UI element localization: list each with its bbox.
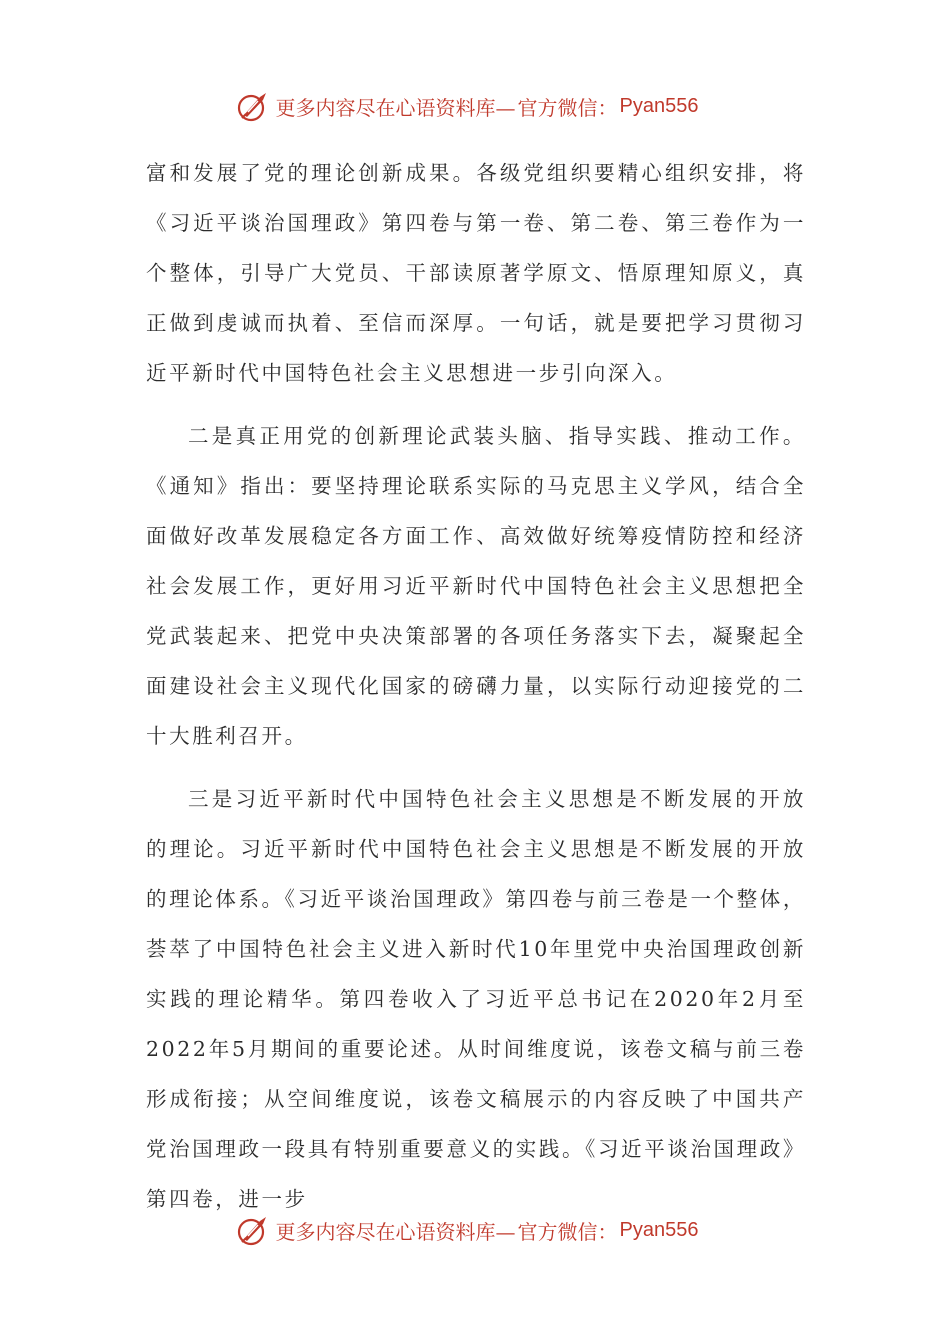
- banner-wechat-id: Pyan556: [619, 94, 699, 117]
- header-banner: [0, 84, 950, 128]
- paragraph-2: 二是真正用党的创新理论武装头脑、指导实践、推动工作。《通知》指出：要坚持理论联系实际的马克思主义学风，结合全面做好改革发展稳定各方面工作、高效做好统筹疫情防控和经济社会发展工作，更好用习近平新时代中国特色社会主义思想把全党武装起来、把党中央决策部署的各项任务落实下去，凝聚起全面建设社会主义现代化国家的磅礴力量，以实际行动迎接党的二十大胜利召开。: [146, 424, 806, 748]
- quill-pen-logo-icon: [236, 1213, 270, 1247]
- paragraph-1: 富和发展了党的理论创新成果。各级党组织要精心组织安排，将《习近平谈治国理政》第四卷与第一卷、第二卷、第三卷作为一个整体，引导广大党员、干部读原著学原文、悟原理知原义，真正做到虔诚而执着、至信而深厚。一句话，就是要把学习贯彻习近平新时代中国特色社会主义思想进一步引向深入。: [146, 161, 806, 385]
- quill-pen-logo-icon: [236, 89, 270, 123]
- footer-banner-inner: [236, 1213, 699, 1247]
- document-body: [146, 148, 806, 1224]
- banner-promo-text: 更多内容尽在心语资料库—: [275, 1219, 516, 1244]
- paragraph-3: 三是习近平新时代中国特色社会主义思想是不断发展的开放的理论。习近平新时代中国特色社会主义思想是不断发展的开放的理论体系。《习近平谈治国理政》第四卷与前三卷是一个整体，荟萃了中国特色社会主义进入新时代10年里党中央治国理政创新实践的理论精华。第四卷收入了习近平总书记在2020年2月至2022年5月期间的重要论述。从时间维度说，该卷文稿与前三卷形成衔接；从空间维度说，该卷文稿展示的内容反映了中国共产党治国理政一段具有特别重要意义的实践。《习近平谈治国理政》第四卷，进一步: [146, 787, 806, 1211]
- footer-banner: [0, 1208, 950, 1252]
- banner-wechat-id: Pyan556: [619, 1218, 699, 1241]
- banner-wechat-label: 官方微信：: [517, 95, 618, 120]
- banner-wechat-label: 官方微信：: [517, 1219, 618, 1244]
- header-banner-inner: [236, 89, 699, 123]
- banner-promo-text: 更多内容尽在心语资料库—: [275, 95, 516, 120]
